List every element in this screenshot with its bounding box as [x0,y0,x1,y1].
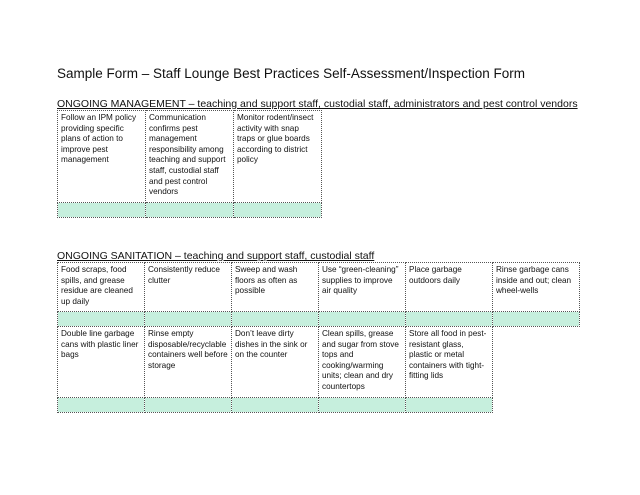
sanitation-item-row [58,263,580,312]
response-cell[interactable] [58,398,145,413]
response-cell[interactable] [232,398,319,413]
response-cell[interactable] [406,398,493,413]
sanitation-item: Sweep and wash floors as often as possible [232,263,319,312]
management-response-row [58,203,322,218]
response-cell[interactable] [145,398,232,413]
sanitation-item-row [58,327,580,398]
management-item-row [58,111,322,203]
sanitation-item: Place garbage outdoors daily [406,263,493,312]
sanitation-item: Clean spills, grease and sugar from stove tops and cooking/warming units; clean and dry countertops [319,327,406,398]
sanitation-item: Don’t leave dirty dishes in the sink or on the counter [232,327,319,398]
sanitation-section-heading: ONGOING SANITATION – teaching and support staff, custodial staff [57,250,375,262]
sanitation-item: Double line garbage cans with plastic liner bags [58,327,145,398]
sanitation-table [57,262,580,413]
page-title: Sample Form – Staff Lounge Best Practices Self-Assessment/Inspection Form [57,66,525,81]
management-table [57,110,322,218]
response-cell[interactable] [319,312,406,327]
response-cell[interactable] [406,312,493,327]
response-cell[interactable] [58,203,146,218]
sanitation-item: Use “green-cleaning” supplies to improve air quality [319,263,406,312]
response-cell[interactable] [232,312,319,327]
response-cell[interactable] [234,203,322,218]
response-cell[interactable] [58,312,145,327]
sanitation-item: Consistently reduce clutter [145,263,232,312]
sanitation-item: Food scraps, food spills, and grease residue are cleaned up daily [58,263,145,312]
response-cell[interactable] [319,398,406,413]
response-cell[interactable] [146,203,234,218]
management-section-heading: ONGOING MANAGEMENT – teaching and support staff, custodial staff, administrators and pest control vendors [57,98,578,110]
sanitation-response-row [58,398,580,413]
sanitation-response-row [58,312,580,327]
sanitation-item: Rinse empty disposable/recyclable containers well before storage [145,327,232,398]
response-cell[interactable] [145,312,232,327]
management-item: Follow an IPM policy providing specific plans of action to improve pest management [58,111,146,203]
management-item: Monitor rodent/insect activity with snap traps or glue boards according to district policy [234,111,322,203]
response-cell[interactable] [493,312,580,327]
empty-cell [493,327,580,398]
sanitation-item: Rinse garbage cans inside and out; clean wheel-wells [493,263,580,312]
sanitation-item: Store all food in pest-resistant glass, plastic or metal containers with tight-fitting lids [406,327,493,398]
management-item: Communication confirms pest management responsibility among teaching and support staff, custodial staff and pest control vendors [146,111,234,203]
empty-cell [493,398,580,413]
